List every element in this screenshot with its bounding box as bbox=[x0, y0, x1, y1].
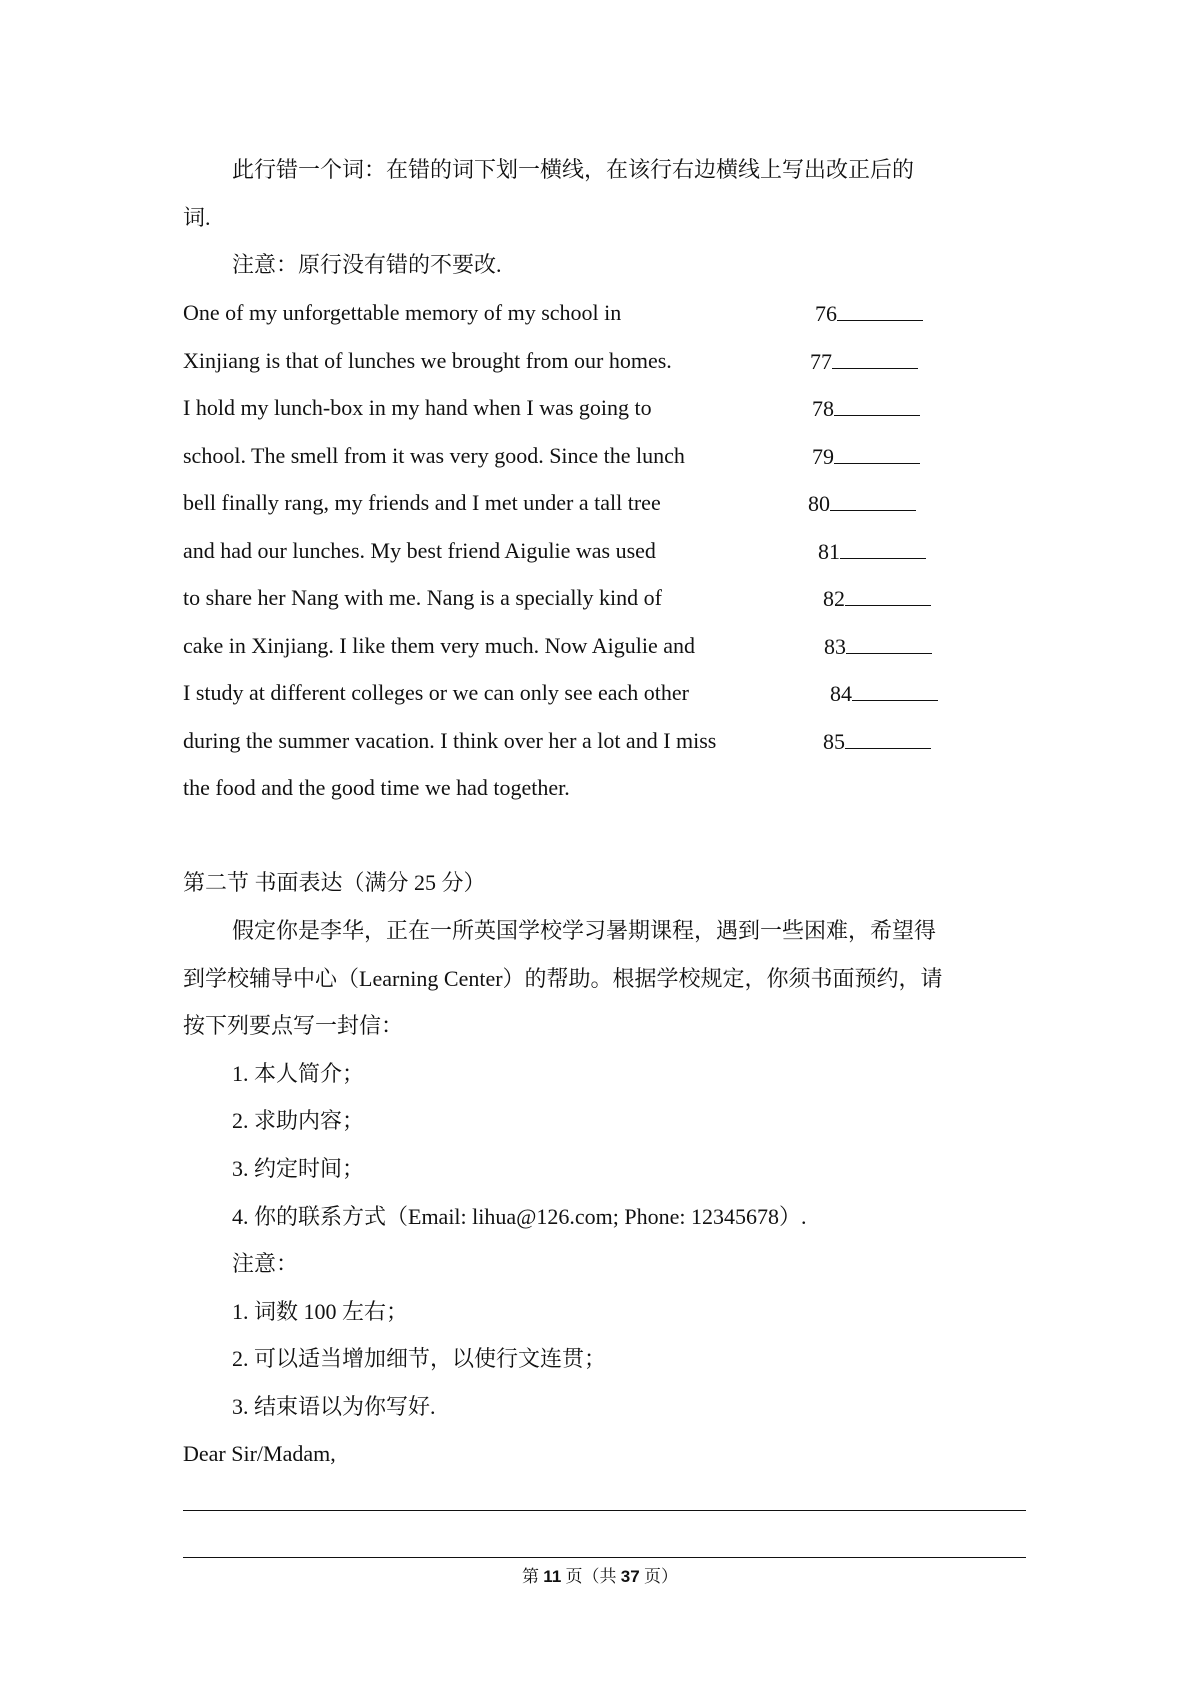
passage-line: during the summer vacation. I think over her a lot and I miss bbox=[183, 727, 717, 753]
passage-line: to share her Nang with me. Nang is a specially kind of bbox=[183, 585, 662, 610]
note-label: 注意： bbox=[232, 1251, 299, 1276]
answer-blank[interactable] bbox=[852, 678, 938, 701]
passage-line: I study at different colleges or we can only see each other bbox=[183, 680, 689, 705]
footer-text: 页（共 bbox=[565, 1567, 617, 1586]
point-item: 1. 本人简介； bbox=[232, 1061, 365, 1086]
prompt-line: 到学校辅导中心（Learning Center）的帮助。根据学校规定，你须书面预约，请 bbox=[183, 966, 943, 991]
point-item: 2. 求助内容； bbox=[232, 1108, 365, 1133]
question-number: 85 bbox=[823, 728, 845, 754]
passage-line: One of my unforgettable memory of my school in bbox=[183, 300, 622, 325]
note-item: 1. 词数 100 左右； bbox=[232, 1299, 409, 1324]
answer-blank[interactable] bbox=[845, 583, 931, 606]
total-pages: 37 bbox=[620, 1567, 640, 1586]
point-item: 4. 你的联系方式（Email: lihua@126.com; Phone: 12345678）. bbox=[232, 1204, 807, 1229]
passage-line: the food and the good time we had together. bbox=[183, 775, 570, 800]
question-number: 82 bbox=[823, 586, 845, 611]
question-number: 76 bbox=[815, 301, 837, 326]
answer-blank[interactable] bbox=[837, 298, 923, 321]
question-number: 78 bbox=[812, 396, 834, 421]
answer-slot bbox=[823, 583, 931, 613]
note-item: 2. 可以适当增加细节，以使行文连贯； bbox=[232, 1346, 607, 1371]
section-heading: 第二节 书面表达（满分 25 分） bbox=[183, 870, 486, 895]
passage-line: I hold my lunch-box in my hand when I was going to bbox=[183, 395, 652, 420]
question-number: 79 bbox=[812, 443, 834, 469]
passage-line: and had our lunches. My best friend Aigulie was used bbox=[183, 537, 656, 563]
question-number: 77 bbox=[810, 348, 832, 374]
instruction-note: 注意：原行没有错的不要改. bbox=[232, 252, 502, 277]
answer-blank[interactable] bbox=[845, 726, 931, 749]
answer-blank[interactable] bbox=[834, 441, 920, 464]
answer-blank[interactable] bbox=[840, 536, 926, 559]
question-number: 80 bbox=[808, 491, 830, 516]
answer-slot bbox=[815, 298, 923, 328]
writing-line[interactable] bbox=[183, 1510, 1026, 1511]
footer-text: 第 bbox=[522, 1567, 540, 1586]
answer-slot bbox=[830, 678, 938, 708]
answer-slot bbox=[818, 536, 926, 566]
answer-slot bbox=[823, 726, 931, 756]
passage-line: bell finally rang, my friends and I met under a tall tree bbox=[183, 490, 661, 515]
note-item: 3. 结束语以为你写好. bbox=[232, 1394, 436, 1419]
prompt-line: 按下列要点写一封信： bbox=[183, 1013, 404, 1038]
answer-slot bbox=[824, 631, 932, 661]
page-footer bbox=[0, 1562, 1200, 1587]
instruction-line: 词. bbox=[183, 205, 211, 230]
answer-blank[interactable] bbox=[834, 393, 920, 416]
question-number: 81 bbox=[818, 538, 840, 564]
answer-slot bbox=[812, 441, 920, 471]
answer-blank[interactable] bbox=[830, 488, 916, 511]
question-number: 83 bbox=[824, 633, 846, 659]
answer-slot bbox=[812, 393, 920, 423]
question-number: 84 bbox=[830, 681, 852, 706]
passage-line: cake in Xinjiang. I like them very much. Now Aigulie and bbox=[183, 632, 695, 658]
footer-text: 页） bbox=[643, 1567, 678, 1586]
instruction-line: 此行错一个词：在错的词下划一横线，在该行右边横线上写出改正后的 bbox=[232, 157, 915, 182]
answer-slot bbox=[808, 488, 916, 518]
passage-line: Xinjiang is that of lunches we brought from our homes. bbox=[183, 347, 672, 373]
point-item: 3. 约定时间； bbox=[232, 1156, 365, 1181]
answer-blank[interactable] bbox=[846, 631, 932, 654]
writing-line[interactable] bbox=[183, 1557, 1026, 1558]
answer-blank[interactable] bbox=[832, 346, 918, 369]
answer-slot bbox=[810, 346, 918, 376]
passage-line: school. The smell from it was very good. Since the lunch bbox=[183, 442, 685, 468]
page-number: 11 bbox=[543, 1567, 562, 1586]
prompt-line: 假定你是李华，正在一所英国学校学习暑期课程，遇到一些困难，希望得 bbox=[232, 918, 937, 943]
salutation: Dear Sir/Madam, bbox=[183, 1441, 336, 1466]
